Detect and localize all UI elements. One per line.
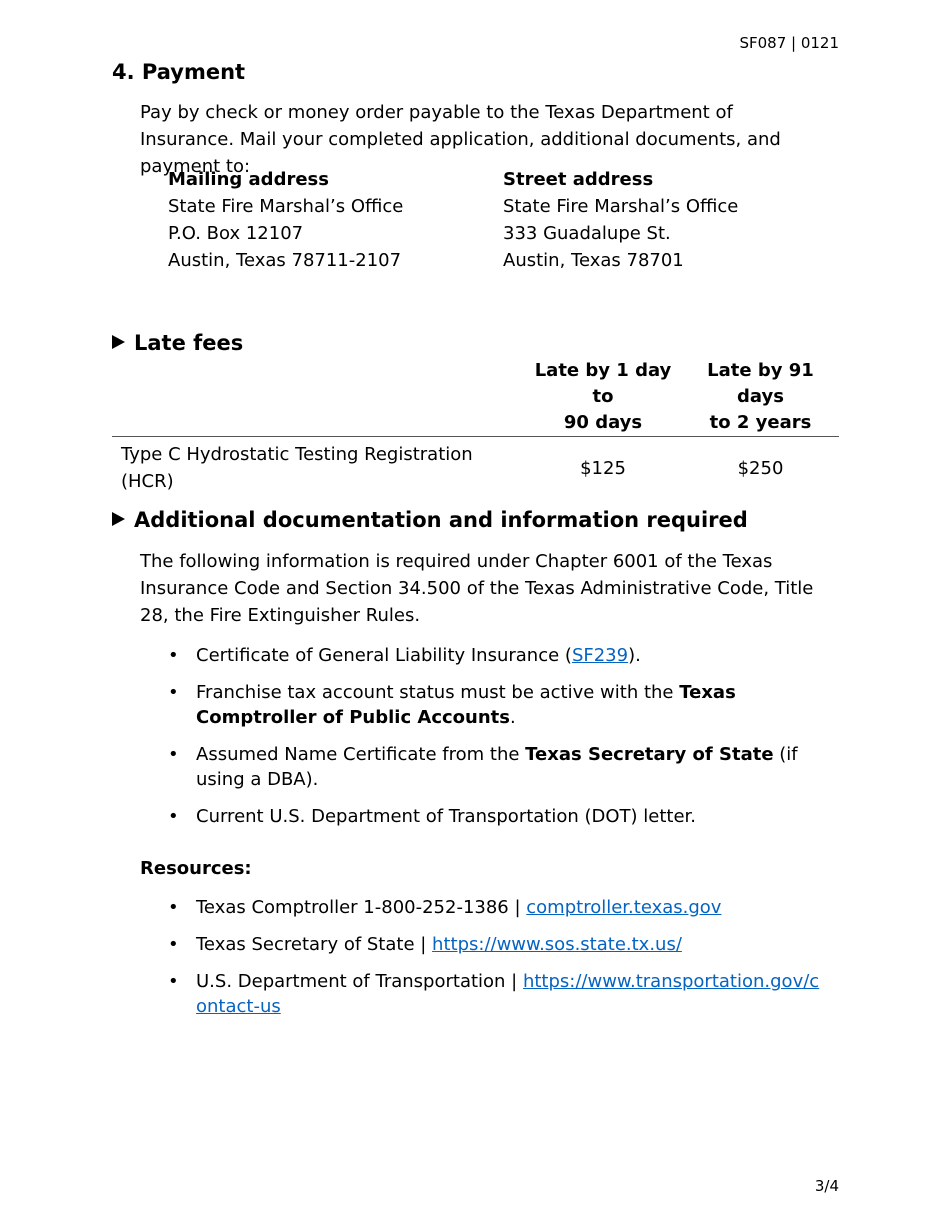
address-block [168, 166, 838, 274]
list-item: • Certificate of General Liability Insurance (SF239). [168, 643, 830, 668]
table-row [112, 437, 839, 496]
list-item: • Current U.S. Department of Transportation (DOT) letter. [168, 804, 830, 829]
comptroller-link[interactable]: comptroller.texas.gov [526, 897, 722, 918]
resources-heading: Resources: [140, 858, 252, 879]
header-late-1-90-line1: Late by 1 day to [534, 360, 672, 407]
dot-link[interactable]: https://www.transportation.gov/contact-us [196, 971, 820, 1017]
street-address-heading: Street address [503, 169, 654, 190]
mailing-address-line: State Fire Marshal’s Office [168, 196, 404, 217]
late-fees-title-text: Late fees [134, 331, 244, 355]
fee-1-90-cell: $125 [580, 457, 626, 479]
sf239-link[interactable]: SF239 [571, 645, 629, 666]
header-late-91-2y-line1: Late by 91 days [707, 360, 814, 407]
list-item: • Texas Secretary of State | https://www.sos.state.tx.us/ [168, 932, 830, 957]
street-address-line: State Fire Marshal’s Office [503, 196, 739, 217]
fee-91-2y-cell: $250 [737, 457, 784, 479]
form-id: SF087 | 0121 [739, 34, 839, 52]
mailing-address-line: P.O. Box 12107 [168, 223, 304, 244]
mailing-address [168, 166, 503, 274]
table-header-row [112, 358, 839, 437]
page-number: 3/4 [814, 1177, 839, 1195]
sos-link[interactable]: https://www.sos.state.tx.us/ [432, 934, 682, 955]
late-fees-title[interactable] [112, 329, 243, 357]
header-late-91-2y-line2: to 2 years [709, 412, 812, 433]
street-address-line: Austin, Texas 78701 [503, 250, 684, 271]
mailing-address-line: Austin, Texas 78711-2107 [168, 250, 402, 271]
list-item: • U.S. Department of Transportation | https://www.transportation.gov/contact-us [168, 969, 830, 1019]
street-address-line: 333 Guadalupe St. [503, 223, 671, 244]
fee-name-cell: Type C Hydrostatic Testing Registration (HCR) [121, 444, 473, 492]
payment-title: 4. Payment [112, 60, 246, 84]
payment-intro: Pay by check or money order payable to the Texas Department of Insurance. Mail your completed application, additional documents, and payment to: [140, 102, 781, 177]
header-late-1-90-line2: 90 days [563, 412, 643, 433]
list-item: • Assumed Name Certificate from the Texas Secretary of State (if using a DBA). [168, 742, 830, 792]
expand-triangle-icon [112, 335, 125, 349]
expand-triangle-icon [112, 512, 125, 526]
late-fees-table [112, 358, 839, 495]
additional-intro: The following information is required under Chapter 6001 of the Texas Insurance Code and Section 34.500 of the Texas Administrative Code, Title 28, the Fire Extinguisher Rules. [140, 551, 814, 626]
additional-docs-title-text: Additional documentation and information required [134, 508, 748, 532]
list-item: • Texas Comptroller 1-800-252-1386 | comptroller.texas.gov [168, 895, 830, 920]
mailing-address-heading: Mailing address [168, 169, 329, 190]
street-address [503, 166, 838, 274]
header-late-1-90 [524, 358, 682, 437]
additional-docs-title[interactable] [112, 506, 748, 534]
resources-list [168, 895, 830, 1019]
list-item: • Franchise tax account status must be active with the Texas Comptroller of Public Accounts. [168, 680, 830, 730]
header-empty [112, 358, 524, 437]
header-late-91-2y [682, 358, 839, 437]
requirements-list [168, 643, 830, 829]
